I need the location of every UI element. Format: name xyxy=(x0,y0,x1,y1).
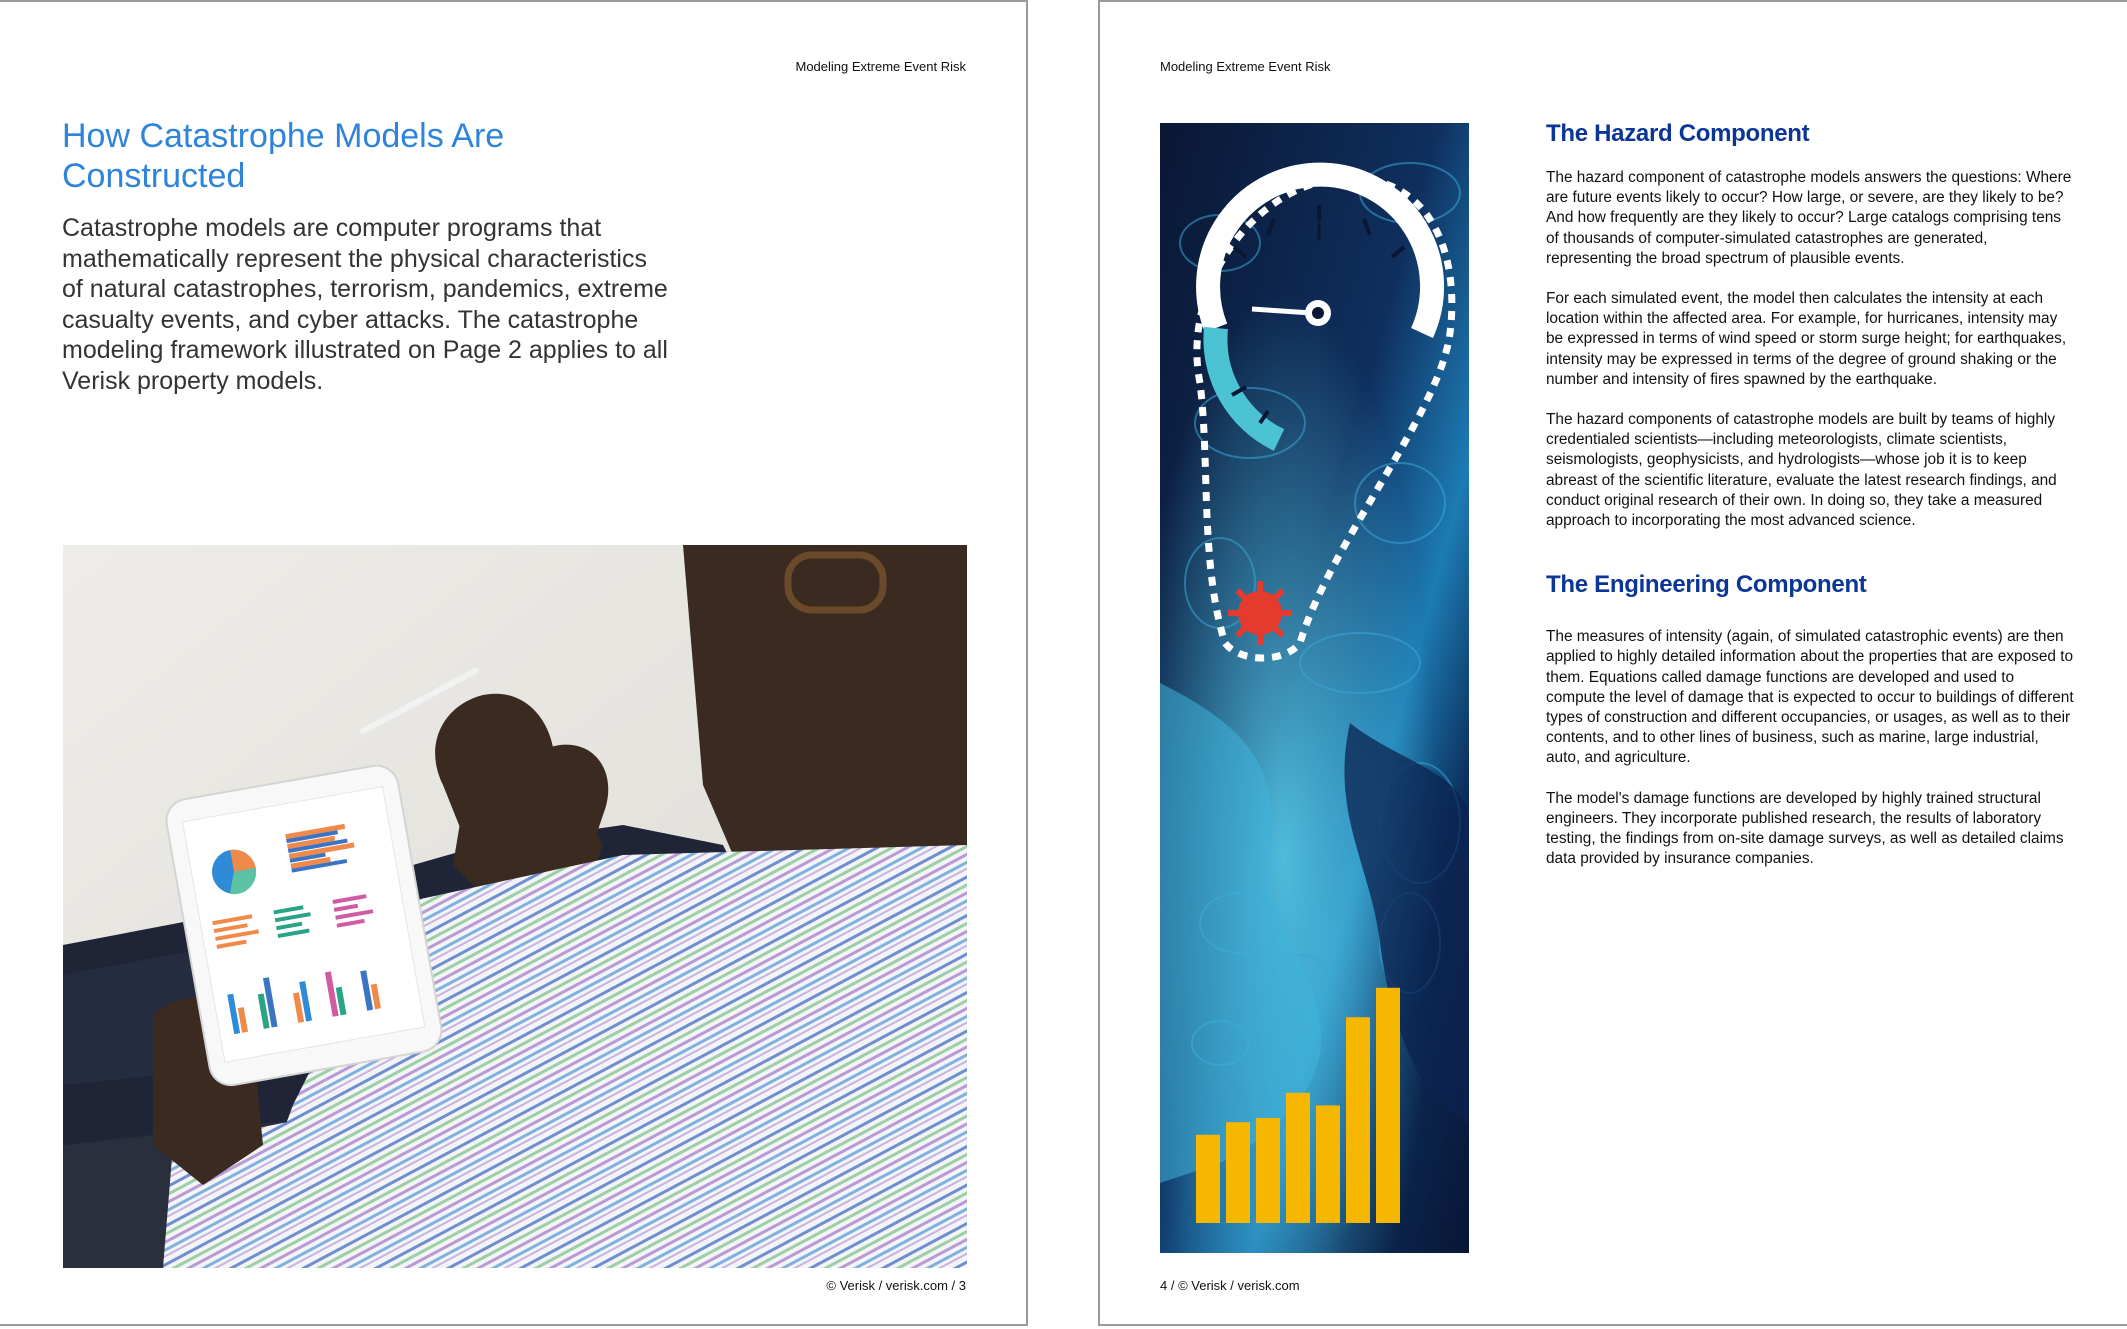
engineering-paragraph-2: The model's damage functions are developed by highly trained structural engineers. They incorporate published research, the results of laboratory testing, the findings from on-site damage surveys, as well as detailed claims data provided by insurance companies. xyxy=(1546,789,2064,868)
engineering-heading: The Engineering Component xyxy=(1546,571,1867,599)
hazard-illustration xyxy=(1160,123,1469,1253)
page-footer: © Verisk / verisk.com / 3 xyxy=(826,1278,966,1293)
illustration-bar xyxy=(1346,1017,1370,1223)
text-column xyxy=(1546,120,2076,869)
page-title: How Catastrophe Models Are Constructed xyxy=(62,117,505,195)
illustration-bar xyxy=(1316,1105,1340,1223)
left-page xyxy=(0,0,1028,1326)
running-head: Modeling Extreme Event Risk xyxy=(1160,59,1331,74)
tablet-photo xyxy=(63,545,967,1268)
hazard-paragraph-3: The hazard components of catastrophe models are built by teams of highly credentialed scientists—including meteorologists, climate scientists, seismologists, geophysicists, and hydrologists—whose job it is to keep abreast of the scientific literature, evaluate the latest research findings, and conduct original research of their own. In doing so, they take a measured approach to incorporating the most advanced science. xyxy=(1546,411,2057,530)
illustration-bar xyxy=(1226,1122,1250,1223)
intro-paragraph: Catastrophe models are computer programs that mathematically represent the physical characteristics of natural catastrophes, terrorism, pandemics, extreme casualty events, and cyber attacks. The catastrophe modeling framework illustrated on Page 2 applies to all Verisk property models. xyxy=(62,214,668,395)
hazard-paragraph-2: For each simulated event, the model then calculates the intensity at each location within the affected area. For example, for hurricanes, intensity may be expressed in terms of wind speed or storm surge height; for earthquakes, intensity may be expressed in terms of the degree of ground shaking or the number and intensity of fires spawned by the earthquake. xyxy=(1546,290,2067,388)
illustration-bar xyxy=(1196,1135,1220,1223)
right-page xyxy=(1098,0,2127,1326)
hazard-paragraph-1: The hazard component of catastrophe models answers the questions: Where are future events likely to occur? How large, or severe, are they likely to be? And how frequently are they likely to occur? Large catalogs comprising tens of thousands of computer-simulated catastrophes are generated, representing the broad spectrum of plausible events. xyxy=(1546,169,2072,267)
illustration-bar xyxy=(1286,1093,1310,1223)
engineering-paragraph-1: The measures of intensity (again, of simulated catastrophic events) are then applied to highly detailed information about the properties that are exposed to them. Equations called damage functions are developed and used to compute the level of damage that is expected to occur to buildings of different types of construction and different occupancies, or usages, as well as to their contents, and to other lines of business, such as marine, large industrial, auto, and agriculture. xyxy=(1546,628,2074,767)
hazard-heading: The Hazard Component xyxy=(1546,120,1810,147)
page-footer: 4 / © Verisk / verisk.com xyxy=(1160,1278,1300,1293)
illustration-bar xyxy=(1256,1118,1280,1223)
running-head: Modeling Extreme Event Risk xyxy=(795,59,966,74)
illustration-bar xyxy=(1376,988,1400,1223)
